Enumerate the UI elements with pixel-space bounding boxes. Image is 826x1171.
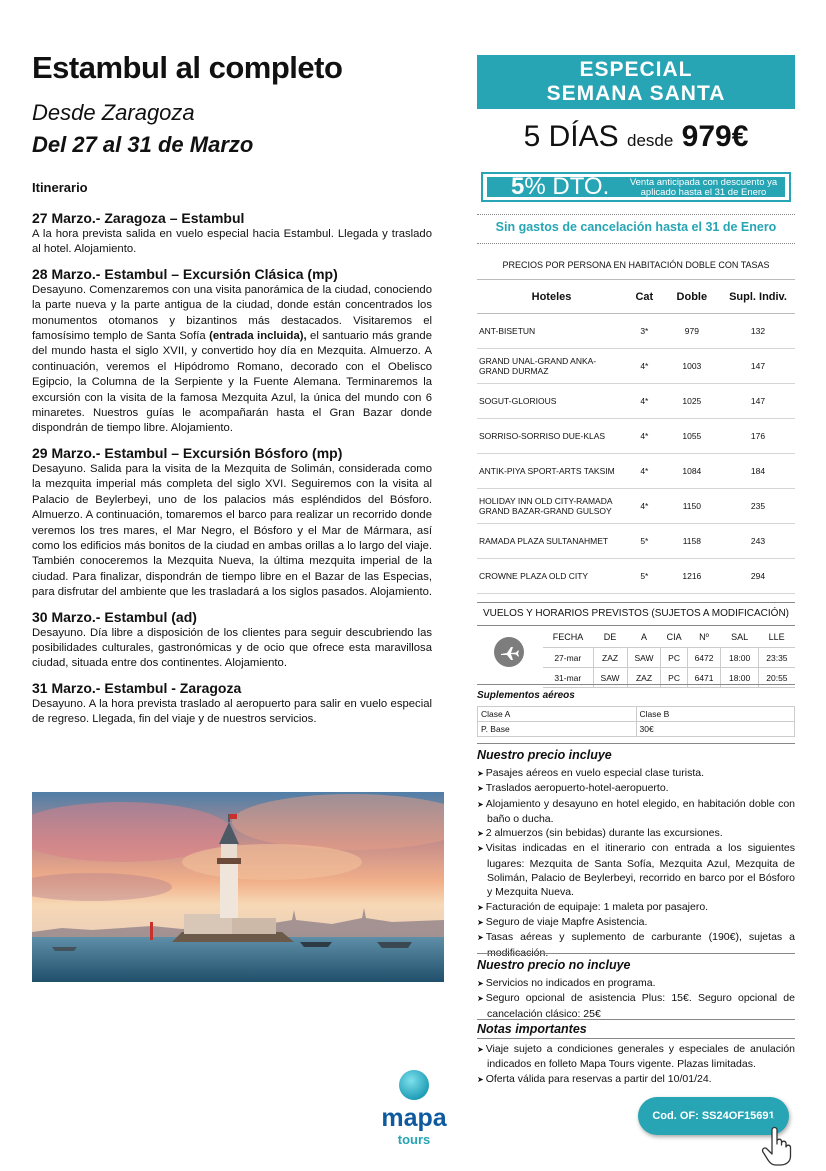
dotted-divider xyxy=(477,214,795,215)
divider xyxy=(477,1038,795,1039)
list-item: ➤ 2 almuerzos (sin bebidas) durante las excursiones. xyxy=(477,826,795,841)
includes-list xyxy=(477,766,795,960)
divider xyxy=(477,602,795,603)
double-price: 1025 xyxy=(663,384,721,419)
flights-caption: VUELOS Y HORARIOS PREVISTOS (SUJETOS A MODIFICACIÓN) xyxy=(483,608,789,619)
istanbul-photo xyxy=(32,792,444,982)
divider xyxy=(477,743,795,744)
departure-city: Desde Zaragoza xyxy=(32,100,195,125)
table-row xyxy=(477,384,795,419)
day-title: 29 Marzo.- Estambul – Excursión Bósforo (mp) xyxy=(32,444,343,461)
single-supplement: 243 xyxy=(721,524,795,559)
column-header: FECHA xyxy=(543,627,593,648)
airplane-glyph xyxy=(494,637,524,667)
itinerary-day xyxy=(32,445,432,601)
list-item: ➤ Servicios no indicados en programa. xyxy=(477,976,795,991)
itinerary-day xyxy=(32,609,432,672)
logo-drop-icon xyxy=(372,1068,456,1148)
not-includes-list xyxy=(477,976,795,1021)
banner-line-1: ESPECIAL xyxy=(579,58,693,81)
day-text xyxy=(32,283,432,437)
flight-airline: PC xyxy=(661,648,687,668)
day-text-part: el santuario más grande del mundo hasta el siglo XVII, y convertido hoy día en Mezquita. Almuerzo. A continuación, veremos el Hipódromo Romano, decorado con el Obelisco Egipcio, la Columna de la Serpiente y la Fuente Alemana. Terminaremos la excursión con la visita de la famosa Mezquita Azul, la única del mundo con 6 minaretes. Nuestros guías le acompañarán hasta el Gran Bazar donde dispondrán de tiempo libre. Alojamiento. xyxy=(32,330,432,435)
list-item: ➤ Seguro de viaje Mapfre Asistencia. xyxy=(477,915,795,930)
list-item: ➤ Visitas indicadas en el itinerario con entrada a los siguientes lugares: Mezquita de Santa Sofía, Mezquita Azul, Mezquita de Solimán, Palacio de Beylerbeyi, recorrido en barco por el Bósforo y Mezquita Nueva. xyxy=(477,841,795,899)
discount-suffix: % DTO. xyxy=(524,173,610,200)
column-header: SAL xyxy=(721,627,758,648)
flight-date: 31-mar xyxy=(543,668,593,688)
single-supplement: 176 xyxy=(721,419,795,454)
discount-number: 5 xyxy=(511,173,525,200)
notes-list xyxy=(477,1042,795,1087)
hotel-name: RAMADA PLAZA SULTANAHMET xyxy=(477,524,626,559)
list-item: ➤ Tasas aéreas y suplemento de carburante (190€), sujetas a modificación. xyxy=(477,930,795,960)
table-cell: P. Base xyxy=(478,722,637,737)
price-amount: 979€ xyxy=(681,120,749,153)
flight-schedule-table xyxy=(543,627,795,688)
hotel-name: SOGUT-GLORIOUS xyxy=(477,384,626,419)
day-title: 27 Marzo.- Zaragoza – Estambul xyxy=(32,210,245,226)
hotel-category: 4* xyxy=(626,454,663,489)
logo-text-tours: tours xyxy=(397,1132,431,1147)
table-row xyxy=(477,349,795,384)
offer-code-button[interactable]: Cod. OF: SS24OF15691 xyxy=(638,1097,789,1135)
hotel-category: 4* xyxy=(626,384,663,419)
list-item: ➤ Facturación de equipaje: 1 maleta por pasajero. xyxy=(477,900,795,915)
supplements-heading: Suplementos aéreos xyxy=(477,690,575,701)
list-item: ➤ Alojamiento y desayuno en hotel elegido, en habitación doble con baño o ducha. xyxy=(477,797,795,827)
flight-airline: PC xyxy=(661,668,687,688)
column-header: DE xyxy=(593,627,627,648)
single-supplement: 184 xyxy=(721,454,795,489)
single-supplement: 132 xyxy=(721,314,795,349)
hotel-name: GRAND UNAL-GRAND ANKA-GRAND DURMAZ xyxy=(477,349,626,384)
hotel-name: HOLIDAY INN OLD CITY-RAMADA GRAND BAZAR-GRAND GULSOY xyxy=(477,489,626,524)
trip-duration: 5 DÍAS xyxy=(523,120,619,153)
flight-to: ZAZ xyxy=(627,668,661,688)
table-row xyxy=(477,559,795,594)
single-supplement: 235 xyxy=(721,489,795,524)
special-banner xyxy=(477,55,795,109)
hotel-category: 5* xyxy=(626,524,663,559)
column-header: A xyxy=(627,627,661,648)
discount-label xyxy=(511,174,609,200)
list-item: ➤ Oferta válida para reservas a partir del 10/01/24. xyxy=(477,1072,795,1087)
discount-note: Venta anticipada con descuento ya aplicado hasta el 31 de Enero xyxy=(629,177,778,198)
flight-from: ZAZ xyxy=(593,648,627,668)
single-supplement: 147 xyxy=(721,349,795,384)
day-title: 31 Marzo.- Estambul - Zaragoza xyxy=(32,679,242,696)
logo-text-mapa: mapa xyxy=(381,1104,447,1132)
day-text: Desayuno. Salida para la visita de la Mezquita de Solimán, considerada como la mezquita imperial más completa del siglo XVI. Seguiremos con la visita al Palacio de Beylerbeyi, uno de los palacios más espléndidos del Bósforo. Almuerzo. A continuación, tomaremos el barco para realizar un recorrido donde veremos los tres mares, el Mar Negro, el Bósforo y el Mar de Mármara, así como los edificios más bonitos de la ciudad en ambas orillas a lo largo del viaje. También conoceremos la Mezquita Nueva, la última mezquita imperial de la ciudad. Para finalizar, dispondrán de tiempo libre en el Bazar de las Especias, para disfrutar del ambiente que les trasladará a los siglos pasados. Alojamiento. xyxy=(32,462,433,599)
no-cancellation-note: Sin gastos de cancelación hasta el 31 de Enero xyxy=(495,220,777,234)
day-title: 30 Marzo.- Estambul (ad) xyxy=(32,608,197,625)
page-title: Estambul al completo xyxy=(32,50,343,85)
hotel-category: 4* xyxy=(626,349,663,384)
price-headline xyxy=(477,120,795,154)
pointer-hand-icon xyxy=(758,1118,794,1166)
divider xyxy=(477,684,795,685)
flight-number: 6472 xyxy=(687,648,721,668)
flight-arrival: 20:55 xyxy=(758,668,795,688)
hotel-name: SORRISO-SORRISO DUE-KLAS xyxy=(477,419,626,454)
price-from-label: desde xyxy=(626,131,674,150)
discount-badge xyxy=(481,172,791,202)
hotel-price-table xyxy=(477,279,795,594)
notes-heading: Notas importantes xyxy=(477,1022,587,1036)
maidens-tower-illustration xyxy=(32,792,444,982)
itinerary-day xyxy=(32,210,432,258)
itinerary xyxy=(32,210,432,736)
double-price: 1055 xyxy=(663,419,721,454)
day-text-highlight: (entrada incluida), xyxy=(209,330,307,343)
double-price: 1084 xyxy=(663,454,721,489)
table-row xyxy=(477,419,795,454)
table-row xyxy=(477,314,795,349)
flight-arrival: 23:35 xyxy=(758,648,795,668)
dotted-divider xyxy=(477,243,795,244)
divider xyxy=(477,625,795,626)
column-header: Hoteles xyxy=(477,280,626,314)
includes-heading: Nuestro precio incluye xyxy=(477,748,612,762)
airplane-icon xyxy=(494,637,524,667)
hotel-name: ANTIK-PIYA SPORT-ARTS TAKSIM xyxy=(477,454,626,489)
table-row xyxy=(478,722,795,737)
table-header-row xyxy=(477,280,795,314)
table-row xyxy=(543,648,795,668)
double-price: 1158 xyxy=(663,524,721,559)
table-row xyxy=(477,524,795,559)
flight-date: 27-mar xyxy=(543,648,593,668)
column-header: Cat xyxy=(626,280,663,314)
hotel-category: 3* xyxy=(626,314,663,349)
flight-departure: 18:00 xyxy=(721,668,758,688)
prices-caption: PRECIOS POR PERSONA EN HABITACIÓN DOBLE CON TASAS xyxy=(502,260,770,270)
itinerary-heading: Itinerario xyxy=(32,180,88,195)
double-price: 979 xyxy=(663,314,721,349)
itinerary-day xyxy=(32,680,432,728)
double-price: 1216 xyxy=(663,559,721,594)
single-supplement: 294 xyxy=(721,559,795,594)
list-item: ➤ Viaje sujeto a condiciones generales y especiales de anulación indicados en folleto Mapa Tours vigente. Plazas limitadas. xyxy=(477,1042,795,1072)
single-supplement: 147 xyxy=(721,384,795,419)
table-row xyxy=(478,707,795,722)
table-cell: Clase B xyxy=(636,707,795,722)
flight-to: SAW xyxy=(627,648,661,668)
hotel-category: 4* xyxy=(626,489,663,524)
hotel-category: 5* xyxy=(626,559,663,594)
column-header: CIA xyxy=(661,627,687,648)
divider xyxy=(477,1019,795,1020)
itinerary-day xyxy=(32,266,432,437)
banner-line-2: SEMANA SANTA xyxy=(546,82,726,105)
list-item: ➤ Pasajes aéreos en vuelo especial clase turista. xyxy=(477,766,795,781)
travel-dates: Del 27 al 31 de Marzo xyxy=(32,132,254,157)
day-text: A la hora prevista salida en vuelo especial hacia Estambul. Llegada y traslado al hotel. Alojamiento. xyxy=(32,228,432,256)
table-cell: 30€ xyxy=(636,722,795,737)
table-header-row xyxy=(543,627,795,648)
day-text: Desayuno. A la hora prevista traslado al aeropuerto para salir en vuelo especial de regreso. Llegada, fin del viaje y de nuestros servicios. xyxy=(32,697,432,726)
day-text-part: Desayuno. Comenzaremos con una visita panorámica de la ciudad, conociendo la parte nueva y la parte antigua de la ciudad, donde están concentrados los monumentos otomanos y bizantinos más destacados. Visitaremos el famosísimo templo de Santa Sofía xyxy=(32,283,432,343)
column-header: Nº xyxy=(687,627,721,648)
hotel-category: 4* xyxy=(626,419,663,454)
double-price: 1150 xyxy=(663,489,721,524)
table-cell: Clase A xyxy=(478,707,637,722)
day-text: Desayuno. Día libre a disposición de los clientes para seguir descubriendo las posibilidades culturales, gastronómicas y de ocio que ofrece esta maravillosa ciudad, situada entre dos continentes. Alojamiento. xyxy=(32,626,432,670)
hotel-name: CROWNE PLAZA OLD CITY xyxy=(477,559,626,594)
not-includes-heading: Nuestro precio no incluye xyxy=(477,958,631,972)
list-item: ➤ Traslados aeropuerto-hotel-aeropuerto. xyxy=(477,781,795,796)
column-header: LLE xyxy=(758,627,795,648)
divider xyxy=(477,953,795,954)
hand-glyph xyxy=(758,1118,794,1166)
table-row xyxy=(477,489,795,524)
double-price: 1003 xyxy=(663,349,721,384)
list-item: ➤ Seguro opcional de asistencia Plus: 15€. Seguro opcional de cancelación clásico: 25€ xyxy=(477,991,795,1021)
flight-from: SAW xyxy=(593,668,627,688)
flight-departure: 18:00 xyxy=(721,648,758,668)
hotel-name: ANT-BISETUN xyxy=(477,314,626,349)
mapa-tours-logo xyxy=(372,1068,456,1148)
table-row xyxy=(477,454,795,489)
column-header: Doble xyxy=(663,280,721,314)
discount-badge-fill xyxy=(487,173,785,200)
column-header: Supl. Indiv. xyxy=(721,280,795,314)
day-title: 28 Marzo.- Estambul – Excursión Clásica (mp) xyxy=(32,265,338,282)
flight-number: 6471 xyxy=(687,668,721,688)
supplements-table xyxy=(477,706,795,737)
